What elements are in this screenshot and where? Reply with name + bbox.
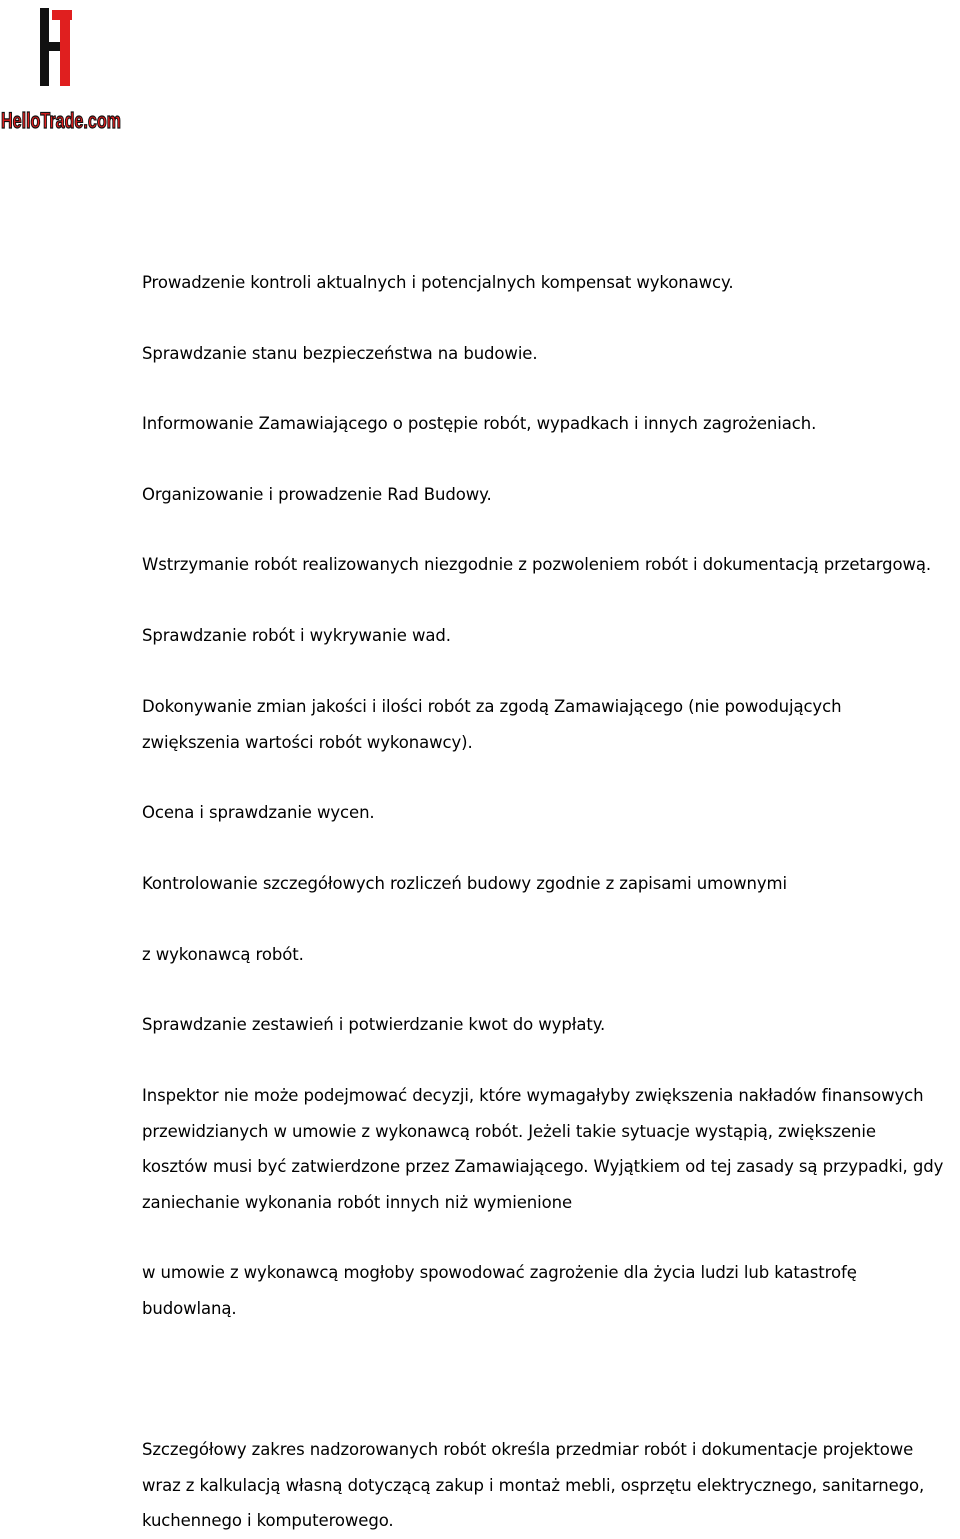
paragraph [142, 336, 538, 372]
paragraph [142, 618, 451, 654]
text-line: Szczegółowy zakres nadzorowanych robót określa przedmiar robót i dokumentacje projektowe [142, 1440, 914, 1459]
text-line: Wstrzymanie robót realizowanych niezgodnie z pozwoleniem robót i dokumentacją przetargową. [142, 555, 932, 574]
paragraph [142, 1007, 605, 1043]
text-line: Inspektor nie może podejmować decyzji, które wymagałyby zwiększenia nakładów finansowych [142, 1086, 924, 1105]
text-line: Sprawdzanie stanu bezpieczeństwa na budowie. [142, 344, 538, 363]
paragraph [142, 937, 304, 973]
text-line: Organizowanie i prowadzenie Rad Budowy. [142, 485, 492, 504]
text-line: Informowanie Zamawiającego o postępie robót, wypadkach i innych zagrożeniach. [142, 414, 817, 433]
hellotrade-logo[interactable] [0, 6, 126, 132]
text-line: przewidzianych w umowie z wykonawcą robót. Jeżeli takie sytuacje wystąpią, zwiększenie [142, 1121, 876, 1141]
text-line: kosztów musi być zatwierdzone przez Zamawiającego. Wyjątkiem od tej zasady są przypadki, gdy [142, 1157, 944, 1176]
text-line: z wykonawcą robót. [142, 945, 304, 964]
text-line: zaniechanie wykonania robót innych niż wymienione [142, 1192, 573, 1212]
text-line: zwiększenia wartości robót wykonawcy). [142, 732, 473, 752]
text-line: budowlaną. [142, 1298, 237, 1318]
text-line: wraz z kalkulacją własną dotyczącą zakup i montaż mebli, osprzętu elektrycznego, sanitarnego, [142, 1475, 925, 1495]
paragraph [142, 547, 931, 583]
paragraph [142, 866, 787, 902]
text-line: Ocena i sprawdzanie wycen. [142, 803, 375, 822]
paragraph [142, 477, 492, 513]
paragraph [142, 1078, 943, 1220]
text-line: Sprawdzanie robót i wykrywanie wad. [142, 626, 451, 645]
text-line: Kontrolowanie szczegółowych rozliczeń budowy zgodnie z zapisami umownymi [142, 874, 788, 893]
paragraph [142, 1432, 924, 1539]
paragraph [142, 406, 816, 442]
paragraph [142, 265, 734, 301]
paragraph [142, 795, 375, 831]
logo-brand-text: HelloTrade.com [1, 108, 121, 133]
text-line: Dokonywanie zmian jakości i ilości robót za zgodą Zamawiającego (nie powodujących [142, 697, 842, 716]
text-line: Sprawdzanie zestawień i potwierdzanie kwot do wypłaty. [142, 1015, 606, 1034]
text-line: Prowadzenie kontroli aktualnych i potencjalnych kompensat wykonawcy. [142, 273, 734, 292]
paragraph [142, 1255, 857, 1326]
text-line: w umowie z wykonawcą mogłoby spowodować zagrożenie dla życia ludzi lub katastrofę [142, 1263, 857, 1282]
text-line: kuchennego i komputerowego. [142, 1511, 394, 1530]
hellotrade-logo-mark [0, 6, 126, 132]
paragraph [142, 689, 841, 760]
